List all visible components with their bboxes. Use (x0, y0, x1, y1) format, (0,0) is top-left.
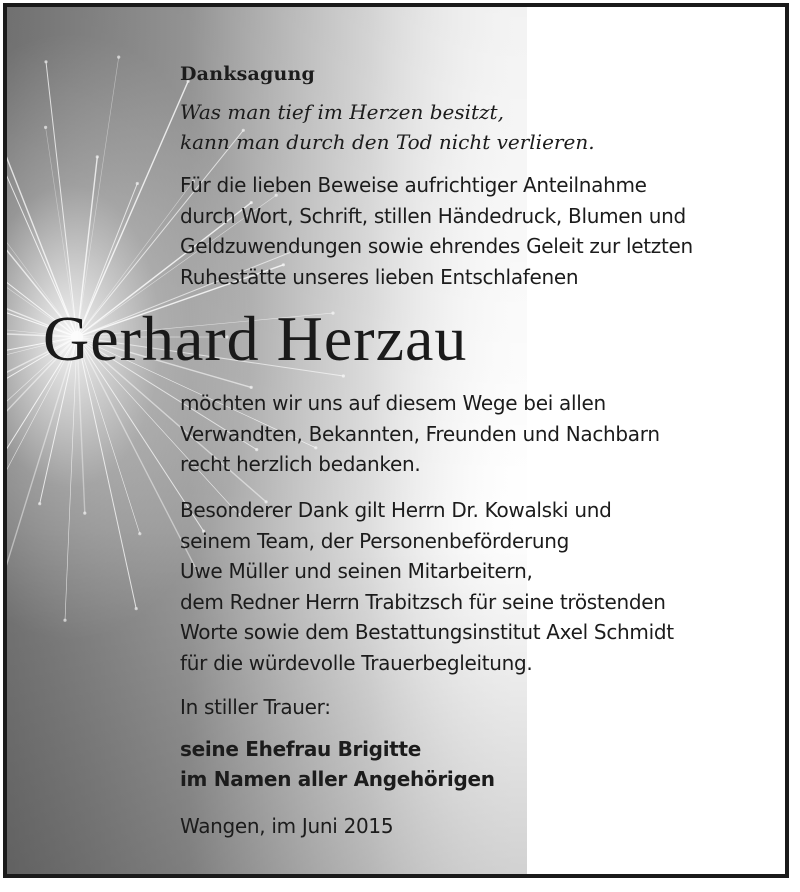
notice-heading: Danksagung (180, 63, 315, 85)
paragraph-line: für die würdevolle Trauerbegleitung. (180, 650, 533, 675)
paragraph-line: Ruhestätte unseres lieben Entschlafenen (180, 264, 579, 289)
paragraph-line: dem Redner Herrn Trabitzsch für seine tröstenden (180, 589, 666, 614)
thanks-paragraph (180, 388, 660, 480)
special-thanks-paragraph (180, 495, 674, 678)
signers (180, 734, 495, 794)
mourning-intro: In stiller Trauer: (180, 695, 331, 719)
paragraph-line: recht herzlich bedanken. (180, 452, 421, 476)
motto-quote (180, 97, 595, 157)
place-date: Wangen, im Juni 2015 (180, 814, 394, 838)
paragraph-line: Verwandten, Bekannten, Freunden und Nachbarn (180, 421, 660, 446)
signer-line: im Namen aller Angehörigen (180, 767, 495, 791)
paragraph-line: seinem Team, der Personenbeförderung (180, 528, 570, 553)
paragraph-line: Worte sowie dem Bestattungsinstitut Axel Schmidt (180, 620, 674, 644)
obituary-card (3, 3, 789, 878)
paragraph-line: möchten wir uns auf diesem Wege bei allen (180, 391, 606, 415)
paragraph-line: Besonderer Dank gilt Herrn Dr. Kowalski und (180, 498, 612, 522)
paragraph-line: Für die lieben Beweise aufrichtiger Anteilnahme (180, 173, 647, 197)
paragraph-line: Geldzuwendungen sowie ehrendes Geleit zur letzten (180, 234, 693, 258)
paragraph-line: durch Wort, Schrift, stillen Händedruck, Blumen und (180, 203, 686, 228)
paragraph-line: Uwe Müller und seinen Mitarbeitern, (180, 559, 533, 583)
motto-line: Was man tief im Herzen besitzt, (180, 100, 504, 124)
motto-line: kann man durch den Tod nicht verlieren. (180, 130, 595, 154)
obituary-content (7, 7, 785, 874)
signer-line: seine Ehefrau Brigitte (180, 737, 422, 761)
intro-paragraph (180, 170, 693, 292)
deceased-name: Gerhard Herzau (43, 303, 468, 374)
